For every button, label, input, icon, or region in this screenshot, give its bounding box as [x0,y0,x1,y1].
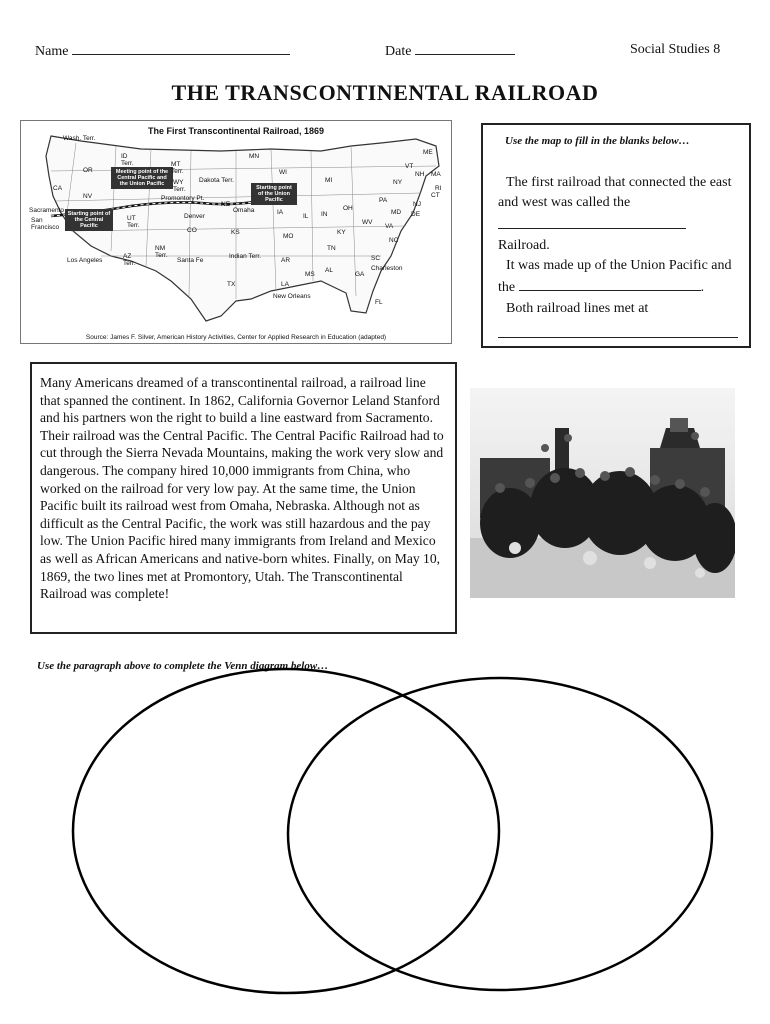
map-label: AZ Terr. [123,253,136,267]
map-label: ID Terr. [121,153,134,167]
map-label: CT [431,192,440,199]
map-label: AL [325,267,333,274]
map-label: Charleston [371,265,403,272]
map-label: Dakota Terr. [199,177,234,184]
map-label: Wash. Terr. [63,135,96,142]
map-label: IL [303,213,309,220]
map-label: WY Terr. [173,179,186,193]
name-label: Name [35,44,69,59]
map-label: NJ [413,201,421,208]
fill-line-4: Both railroad lines met at [506,300,649,316]
fill-line-3-end: . [700,280,705,296]
map-label: Promontory Pt. [161,195,205,202]
map-label: ME [423,149,433,156]
map-label: NV [83,193,93,200]
map-label: NY [393,179,403,186]
meeting-point-callout: Meeting point of the Central Pacific and the Union Pacific [111,167,173,189]
map-label: NC [389,237,399,244]
date-label: Date [385,44,412,59]
central-pacific-callout: Starting point of the Central Pacific [65,209,113,231]
map-label: New Orleans [273,293,311,300]
map-label: IN [321,211,328,218]
map-label: NH [415,171,425,178]
map-label: KS [231,229,240,236]
map-label: VA [385,223,394,230]
venn-left-circle[interactable] [73,669,499,993]
map-label: WI [279,169,287,176]
map-label: RI [435,185,442,192]
map-label: Indian Terr. [229,253,262,260]
map-label: MT Terr. [171,161,184,175]
map-label: CA [53,185,63,192]
map-label: Sacramento [29,207,65,214]
map-label: WV [362,219,373,226]
map-label: MD [391,209,402,216]
map-label: Omaha [233,207,255,214]
map-label: Denver [184,213,205,220]
map-label: TX [227,281,236,288]
map-label: DE [411,211,421,218]
map-label: CO [187,227,197,234]
map-label: LA [281,281,289,288]
map-label: MO [283,233,294,240]
map-label: KY [337,229,346,236]
page-title: THE TRANSCONTINENTAL RAILROAD [171,80,599,105]
map-label: NM Terr. [155,245,168,259]
map-label: Santa Fe [177,257,204,264]
map-label: FL [375,299,383,306]
map-label: NE [221,201,231,208]
fill-line-1: The first railroad that connected the east and west was called the [498,175,732,211]
map-label: VT [405,163,414,170]
fill-line-3-text: It was made up of the Union Pacific and the [498,258,732,296]
map-label: Los Angeles [67,257,103,264]
map-label: GA [355,271,365,278]
map-label: UT Terr. [127,215,140,229]
fill-line-2: Railroad. [498,237,550,253]
map-label: OR [83,167,93,174]
map-label: San Francisco [31,217,60,231]
map-source: Source: James F. Silver, American History Activities, Center for Applied Research in Education (adapted) [85,334,387,341]
fill-in-instruction: Use the map to fill in the blanks below… [505,135,690,147]
union-pacific-callout: Starting point of the Union Pacific [251,183,297,205]
map-label: MA [431,171,441,178]
map-label: SC [371,255,381,262]
venn-instruction: Use the paragraph above to complete the Venn diagram below… [37,660,329,672]
map-label: MI [325,177,333,184]
map-label: MN [249,153,260,160]
map-label: OH [343,205,353,212]
course-label: Social Studies 8 [630,42,721,57]
map-label: IA [277,209,284,216]
map-label: TN [327,245,336,252]
map-title: The First Transcontinental Railroad, 1869 [147,126,325,136]
map-label: AR [281,257,291,264]
map-label: PA [379,197,388,204]
paragraph-text: Many Americans dreamed of a transcontinental railroad, a railroad line that spanned the continent. In 1862, California Governor Leland Stanford and his partners won the right to build a line eastward from Sacramento. Their railroad was the Central Pacific. The Central Pacific Railroad had to cut through the Sierra Nevada Mountains, making the work very slow and dangerous. The company hired 10,000 immigrants from China, who worked on the railroad for very low pay. At the same time, the Union Pacific built its railroad west from Omaha, Nebraska. Although not as difficult as the Central Pacific, the work was still hazardous and the pay low. The Union Pacific hired many immigrants from Ireland and Mexico as well as African Americans and native-born whites. Finally, on May 10, 1869, the two lines met at Promontory, Utah. The Transcontinental Railroad was complete! [40,375,444,602]
map-label: MS [305,271,315,278]
